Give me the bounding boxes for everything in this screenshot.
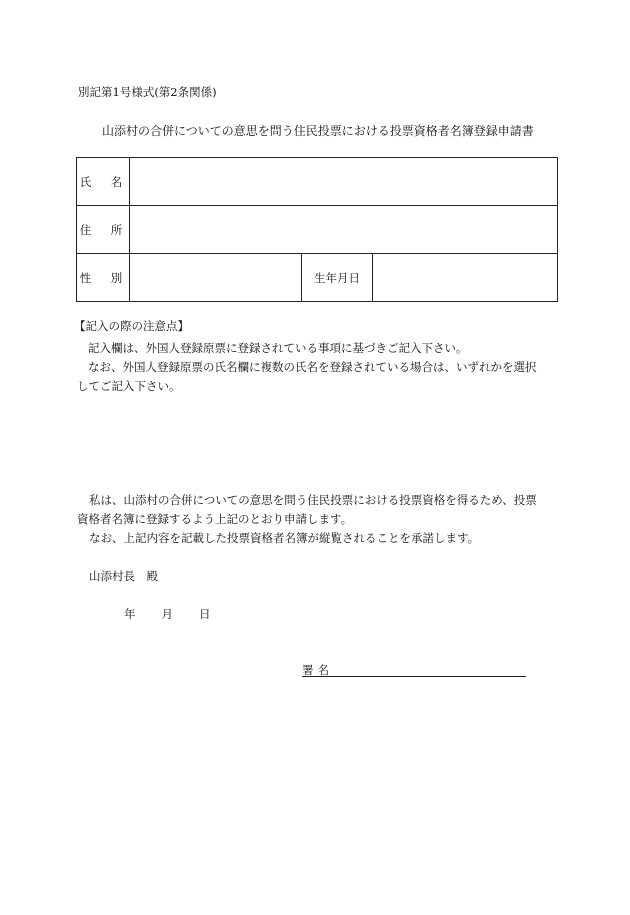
name-field[interactable] xyxy=(130,158,558,206)
application-form-table xyxy=(76,157,558,302)
name-row xyxy=(77,158,558,206)
address-row xyxy=(77,206,558,254)
declaration-line-2: なお、上記内容を記載した投票資格者名簿が縦覧されることを承諾します。 xyxy=(89,531,480,545)
address-label: 住 所 xyxy=(77,206,130,254)
gender-birthdate-row xyxy=(77,254,558,302)
birthdate-field[interactable] xyxy=(373,254,558,302)
date-line xyxy=(124,609,211,621)
date-month-label: 月 xyxy=(161,607,173,621)
note-line-1: 記入欄は、外国人登録原票に登録されている事項に基づきご記入下さい。 xyxy=(88,341,468,355)
form-reference: 別記第1号様式(第2条関係) xyxy=(78,85,217,99)
name-label: 氏 名 xyxy=(77,158,130,206)
date-day-label: 日 xyxy=(199,607,211,621)
note-line-2b: してご記入下さい。 xyxy=(77,379,181,393)
declaration-line-1b: 資格者名簿に登録するよう上記のとおり申請します。 xyxy=(77,512,353,526)
signature-label: 署名 xyxy=(302,663,333,677)
declaration-line-1a: 私は、山添村の合併についての意思を問う住民投票における投票資格を得るため、投票 xyxy=(89,493,537,507)
signature-line[interactable] xyxy=(302,676,526,677)
note-line-2a: なお、外国人登録原票の氏名欄に複数の氏名を登録されている場合は、いずれかを選択 xyxy=(88,360,537,374)
gender-label: 性 別 xyxy=(77,254,130,302)
addressee: 山添村長 殿 xyxy=(89,569,158,583)
birthdate-label: 生年月日 xyxy=(302,254,373,302)
gender-field[interactable] xyxy=(130,254,302,302)
document-title: 山添村の合併についての意思を問う住民投票における投票資格者名簿登録申請書 xyxy=(102,124,534,138)
notes-heading: 【記入の際の注意点】 xyxy=(74,319,189,333)
date-year-label: 年 xyxy=(124,607,136,621)
address-field[interactable] xyxy=(130,206,558,254)
